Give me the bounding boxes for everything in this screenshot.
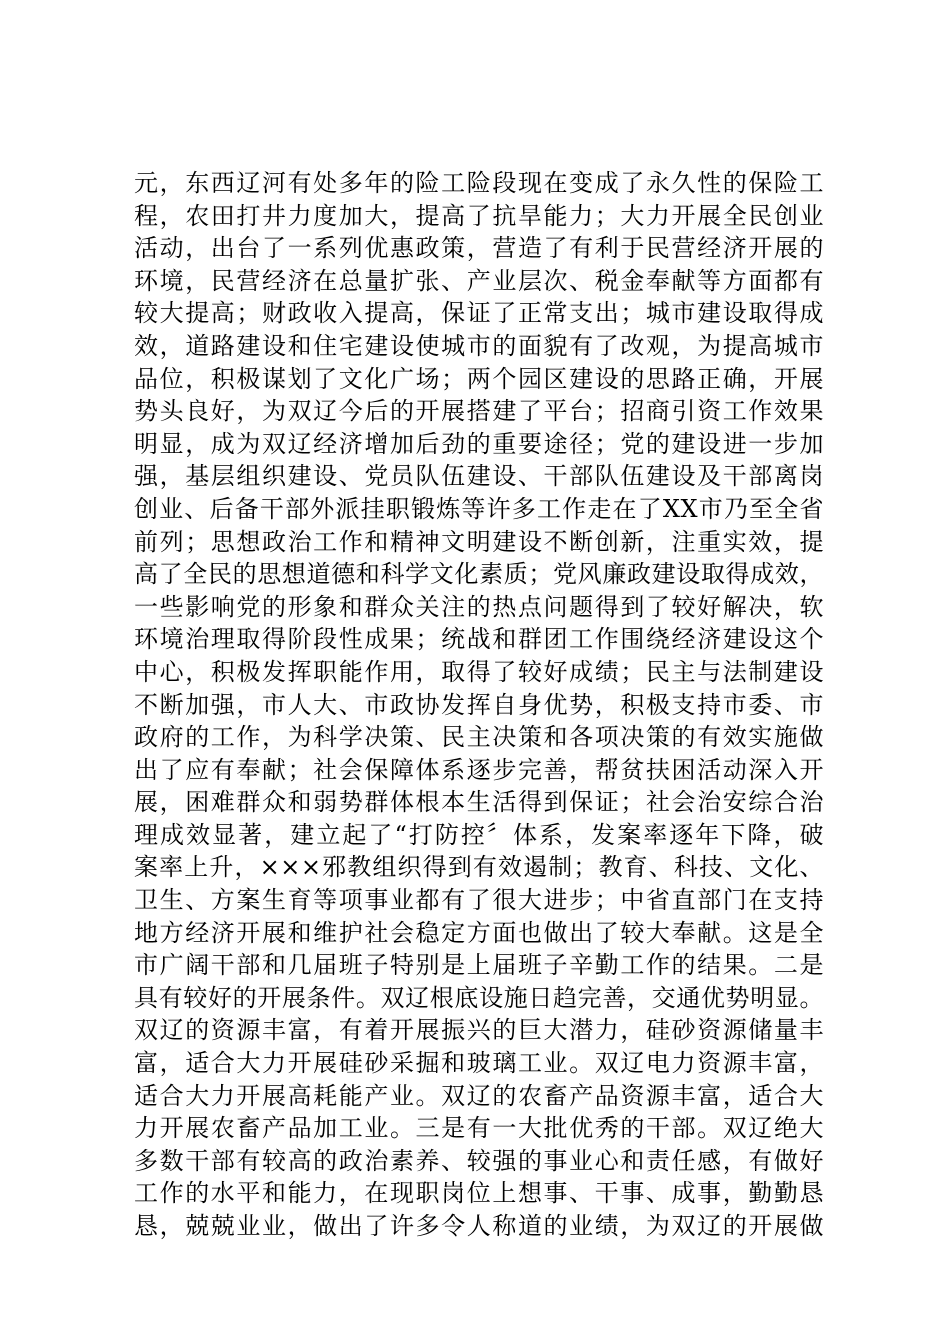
text-line: 较大提高；财政收入提高，保证了正常支出；城市建设取得成: [134, 299, 824, 328]
text-line: 理成效显著，建立起了“打防控〞体系，发案率逐年下降，破: [134, 820, 824, 849]
body-text: [134, 167, 824, 1243]
text-line: 具有较好的开展条件。双辽根底设施日趋完善，交通优势明显。: [134, 983, 824, 1012]
text-line: 恳，兢兢业业，做出了许多令人称道的业绩，为双辽的开展做: [134, 1212, 824, 1240]
text-line: 明显，成为双辽经济增加后劲的重要途径；党的建设进一步加: [134, 429, 824, 458]
text-line: 出了应有奉献；社会保障体系逐步完善，帮贫扶困活动深入开: [134, 755, 824, 784]
text-line: 案率上升，×××邪教组织得到有效遏制；教育、科技、文化、: [134, 853, 824, 882]
text-line: 势头良好，为双辽今后的开展搭建了平台；招商引资工作效果: [134, 397, 824, 426]
text-line: 富，适合大力开展硅砂采掘和玻璃工业。双辽电力资源丰富，: [134, 1049, 824, 1078]
text-line: 程，农田打井力度加大，提高了抗旱能力；大力开展全民创业: [134, 201, 824, 230]
text-line: 强，基层组织建设、党员队伍建设、干部队伍建设及干部离岗: [134, 462, 824, 491]
text-line: 品位，积极谋划了文化广场；两个园区建设的思路正确，开展: [134, 364, 824, 393]
text-line: 一些影响党的形象和群众关注的热点问题得到了较好解决，软: [134, 592, 824, 621]
text-line: 创业、后备干部外派挂职锻炼等许多工作走在了XX市乃至全省: [134, 494, 824, 523]
text-line: 市广阔干部和几届班子特别是上届班子辛勤工作的结果。二是: [134, 951, 824, 980]
text-line: 活动，出台了一系列优惠政策，营造了有利于民营经济开展的: [134, 234, 824, 263]
text-line: 高了全民的思想道德和科学文化素质；党风廉政建设取得成效，: [134, 560, 824, 589]
text-line: 展，困难群众和弱势群体根本生活得到保证；社会治安综合治: [134, 788, 824, 817]
text-line: 不断加强，市人大、市政协发挥自身优势，积极支持市委、市: [134, 690, 824, 719]
text-line: 卫生、方案生育等项事业都有了很大进步；中省直部门在支持: [134, 886, 824, 915]
text-line: 中心，积极发挥职能作用，取得了较好成绩；民主与法制建设: [134, 657, 824, 686]
text-line: 双辽的资源丰富，有着开展振兴的巨大潜力，硅砂资源储量丰: [134, 1016, 824, 1045]
text-line: 前列；思想政治工作和精神文明建设不断创新，注重实效，提: [134, 527, 824, 556]
text-line: 力开展农畜产品加工业。三是有一大批优秀的干部。双辽绝大: [134, 1114, 824, 1143]
text-line: 多数干部有较高的政治素养、较强的事业心和责任感，有做好: [134, 1146, 824, 1175]
text-line: 元，东西辽河有处多年的险工险段现在变成了永久性的保险工: [134, 169, 824, 197]
text-line: 效，道路建设和住宅建设使城市的面貌有了改观，为提高城市: [134, 331, 824, 360]
text-line: 环境，民营经济在总量扩张、产业层次、税金奉献等方面都有: [134, 266, 824, 295]
text-line: 适合大力开展高耗能产业。双辽的农畜产品资源丰富，适合大: [134, 1081, 824, 1110]
text-line: 环境治理取得阶段性成果；统战和群团工作围绕经济建设这个: [134, 625, 824, 654]
text-line: 地方经济开展和维护社会稳定方面也做出了较大奉献。这是全: [134, 918, 824, 947]
text-line: 政府的工作，为科学决策、民主决策和各项决策的有效实施做: [134, 723, 824, 752]
text-line: 工作的水平和能力，在现职岗位上想事、干事、成事，勤勤恳: [134, 1179, 824, 1208]
